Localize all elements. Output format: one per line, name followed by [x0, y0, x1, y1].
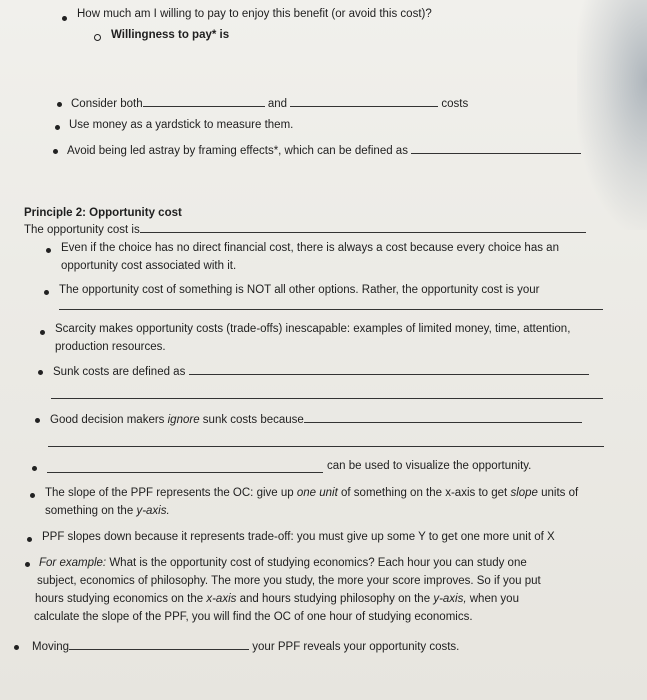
example-line2: subject, economics of philosophy. The more you study, the more your score improves. So if you put: [37, 575, 541, 587]
good-dm-text-a: Good decision makers: [50, 414, 165, 426]
bullet: [44, 290, 49, 295]
slope-text-d: slope: [510, 487, 538, 499]
framing-line: [67, 142, 581, 159]
moving-line: [32, 638, 459, 655]
example-text-3d: y-axis,: [433, 593, 467, 605]
slope-line1: [45, 486, 578, 501]
example-text-3e: when you: [469, 593, 519, 605]
bullet: [53, 149, 58, 154]
example-line3: [35, 592, 519, 607]
bullet: [46, 248, 51, 253]
bullet: [27, 537, 32, 542]
slope-line2: [45, 504, 170, 519]
bullet: [25, 562, 30, 567]
even-if-line2: opportunity cost associated with it.: [61, 260, 237, 272]
page-shadow: [577, 0, 647, 230]
blank-sunk-reason[interactable]: [304, 411, 582, 423]
example-line1: [39, 556, 527, 571]
scarcity-line2: production resources.: [55, 341, 166, 353]
sunk-text: Sunk costs are defined as: [53, 366, 186, 378]
circle-bullet: [94, 34, 101, 41]
good-dm-text-c: sunk costs because: [202, 414, 304, 426]
bullet: [55, 125, 60, 130]
example-label: For example:: [39, 557, 107, 569]
slope-text-a: The slope of the PPF represents the OC: give up: [45, 487, 294, 499]
blank-oc-next-best[interactable]: [59, 309, 603, 310]
consider-both-line: [71, 95, 468, 112]
blank-sunk-reason-line2[interactable]: [48, 446, 604, 447]
blank-sunk-line2[interactable]: [51, 398, 603, 399]
example-text-3c: and hours studying philosophy on the: [239, 593, 431, 605]
bullet: [32, 466, 37, 471]
slope2-text-b: y-axis.: [136, 505, 170, 517]
bullet: [14, 645, 19, 650]
oc-is-text: The opportunity cost is: [24, 224, 140, 236]
blank-moving[interactable]: [69, 638, 249, 650]
blank-oc-definition[interactable]: [140, 221, 586, 233]
blank-sunk-definition[interactable]: [189, 363, 589, 375]
question-pay: How much am I willing to pay to enjoy this benefit (or avoid this cost)?: [77, 8, 432, 20]
principle2-title: Principle 2: Opportunity cost: [24, 207, 182, 219]
consider-both-text: Consider both: [71, 98, 143, 110]
blank-costs[interactable]: [290, 95, 438, 107]
example-text-1: What is the opportunity cost of studying economics? Each hour you can study one: [109, 557, 527, 569]
blank-framing[interactable]: [411, 142, 581, 154]
costs-text: costs: [441, 98, 469, 110]
bullet: [38, 370, 43, 375]
slope-text-e: units of: [541, 487, 579, 499]
sunk-line: [53, 363, 589, 380]
framing-text: Avoid being led astray by framing effects*, which can be defined as: [67, 145, 408, 157]
bullet: [62, 16, 67, 21]
not-all-text: The opportunity cost of something is NOT all other options. Rather, the opportunity cost is your: [59, 284, 540, 296]
example-text-3a: hours studying economics on the: [35, 593, 204, 605]
slope-text-b: one unit: [296, 487, 338, 499]
bullet: [30, 493, 35, 498]
wtp-label: Willingness to pay* is: [111, 29, 230, 41]
bullet: [57, 102, 62, 107]
slope2-text-a: something on the: [45, 505, 134, 517]
blank-ppf[interactable]: [47, 472, 323, 473]
moving-text: Moving: [32, 641, 70, 653]
ignore-text: ignore: [167, 414, 200, 426]
slope-text-c: of something on the x-axis to get: [341, 487, 508, 499]
bullet: [35, 418, 40, 423]
bullet: [40, 330, 45, 335]
oc-is-line: [24, 221, 586, 238]
visualize-text: can be used to visualize the opportunity.: [327, 460, 532, 472]
example-text-3b: x-axis: [206, 593, 237, 605]
scarcity-line1: Scarcity makes opportunity costs (trade-offs) inescapable: examples of limited money, time, attention,: [55, 323, 571, 335]
good-dm-line: [50, 411, 582, 428]
moving-end-text: your PPF reveals your opportunity costs.: [252, 641, 460, 653]
even-if-line1: Even if the choice has no direct financial cost, there is always a cost because every choice has an: [61, 242, 559, 254]
example-line4: calculate the slope of the PPF, you will find the OC of one hour of studying economics.: [34, 611, 473, 623]
yardstick-text: Use money as a yardstick to measure them.: [69, 119, 294, 131]
and-text: and: [267, 98, 287, 110]
blank-benefits[interactable]: [143, 95, 265, 107]
ppf-down-text: PPF slopes down because it represents trade-off: you must give up some Y to get one more unit of X: [42, 531, 555, 543]
